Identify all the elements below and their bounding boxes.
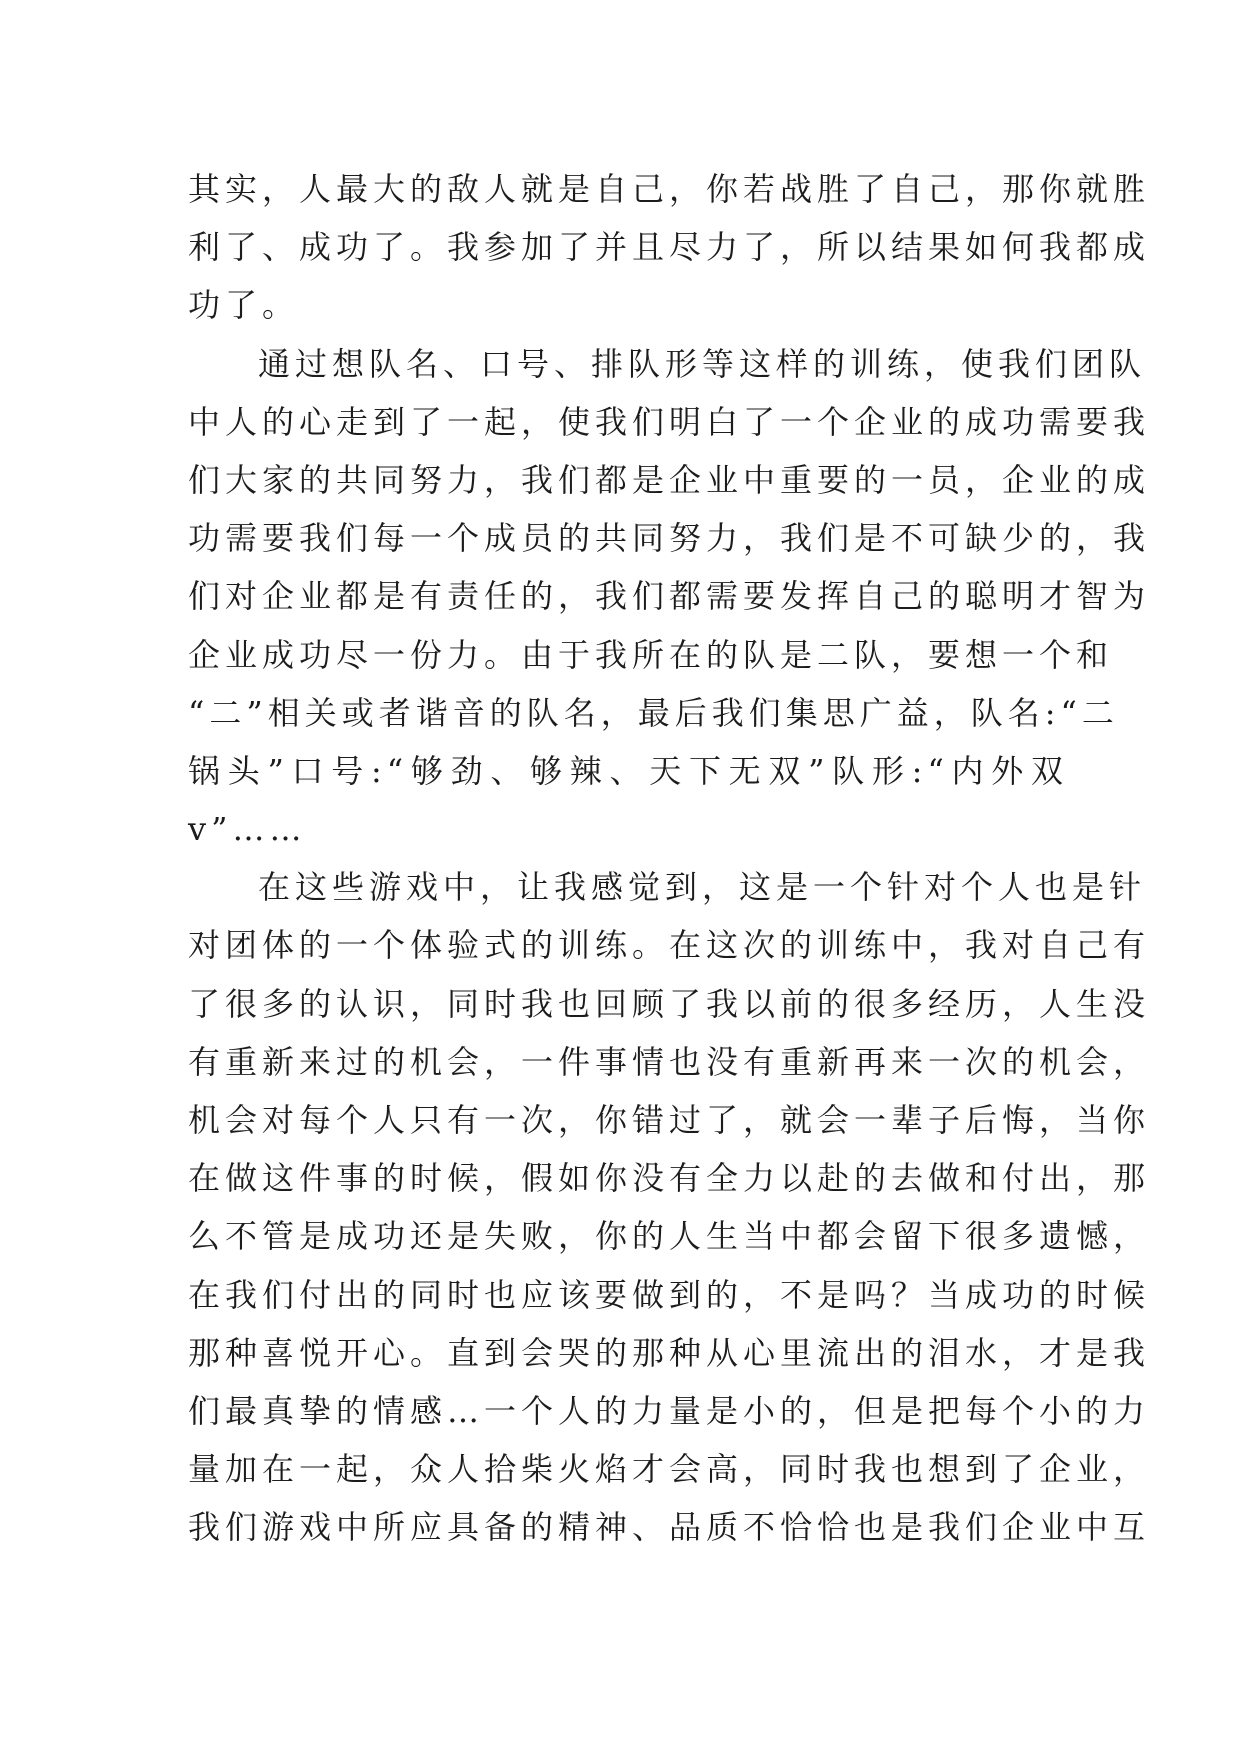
text-line: 在这些游戏中，让我感觉到，这是一个针对个人也是针	[258, 868, 1147, 907]
paragraph-1	[188, 160, 1151, 335]
paragraph-2	[188, 335, 1151, 859]
text-line: 中人的心走到了一起，使我们明白了一个企业的成功需要我	[188, 402, 1151, 441]
text-line: 功了。	[188, 286, 300, 325]
text-line: 机会对每个人只有一次，你错过了，就会一辈子后悔，当你	[188, 1101, 1151, 1139]
text-line: 们最真挚的情感…一个人的力量是小的，但是把每个小的力	[188, 1391, 1151, 1430]
text-line: 对团体的一个体验式的训练。在这次的训练中，我对自己有	[188, 926, 1151, 965]
body-text	[188, 160, 1151, 1557]
text-line: 了很多的认识，同时我也回顾了我以前的很多经历，人生没	[188, 984, 1151, 1023]
text-line: 其实，人最大的敌人就是自己，你若战胜了自己，那你就胜	[188, 170, 1151, 208]
text-line: v”……	[188, 810, 307, 849]
text-line: 利了、成功了。我参加了并且尽力了，所以结果如何我都成	[188, 228, 1151, 267]
text-line: 企业成功尽一份力。由于我所在的队是二队，要想一个和	[188, 635, 1114, 674]
text-line: 们大家的共同努力，我们都是企业中重要的一员，企业的成	[188, 460, 1151, 499]
text-line: “二”相关或者谐音的队名，最后我们集思广益，队名:“二	[188, 693, 1119, 732]
text-line: 们对企业都是有责任的，我们都需要发挥自己的聪明才智为	[188, 577, 1151, 616]
text-line: 在我们付出的同时也应该要做到的，不是吗？当成功的时候	[188, 1275, 1151, 1314]
text-line: 么不管是成功还是失败，你的人生当中都会留下很多遗憾，	[188, 1217, 1151, 1256]
text-line: 功需要我们每一个成员的共同努力，我们是不可缺少的，我	[188, 519, 1151, 558]
text-line: 我们游戏中所应具备的精神、品质不恰恰也是我们企业中互	[188, 1508, 1151, 1547]
text-line: 量加在一起，众人拾柴火焰才会高，同时我也想到了企业，	[188, 1450, 1151, 1489]
text-line: 在做这件事的时候，假如你没有全力以赴的去做和付出，那	[188, 1159, 1151, 1198]
text-line: 锅头”口号:“够劲、够辣、天下无双”队形:“内外双	[188, 751, 1068, 790]
text-line: 有重新来过的机会，一件事情也没有重新再来一次的机会，	[188, 1042, 1151, 1081]
text-line: 通过想队名、口号、排队形等这样的训练，使我们团队	[258, 344, 1147, 383]
paragraph-3	[188, 858, 1151, 1556]
text-line: 那种喜悦开心。直到会哭的那种从心里流出的泪水，才是我	[188, 1333, 1151, 1372]
